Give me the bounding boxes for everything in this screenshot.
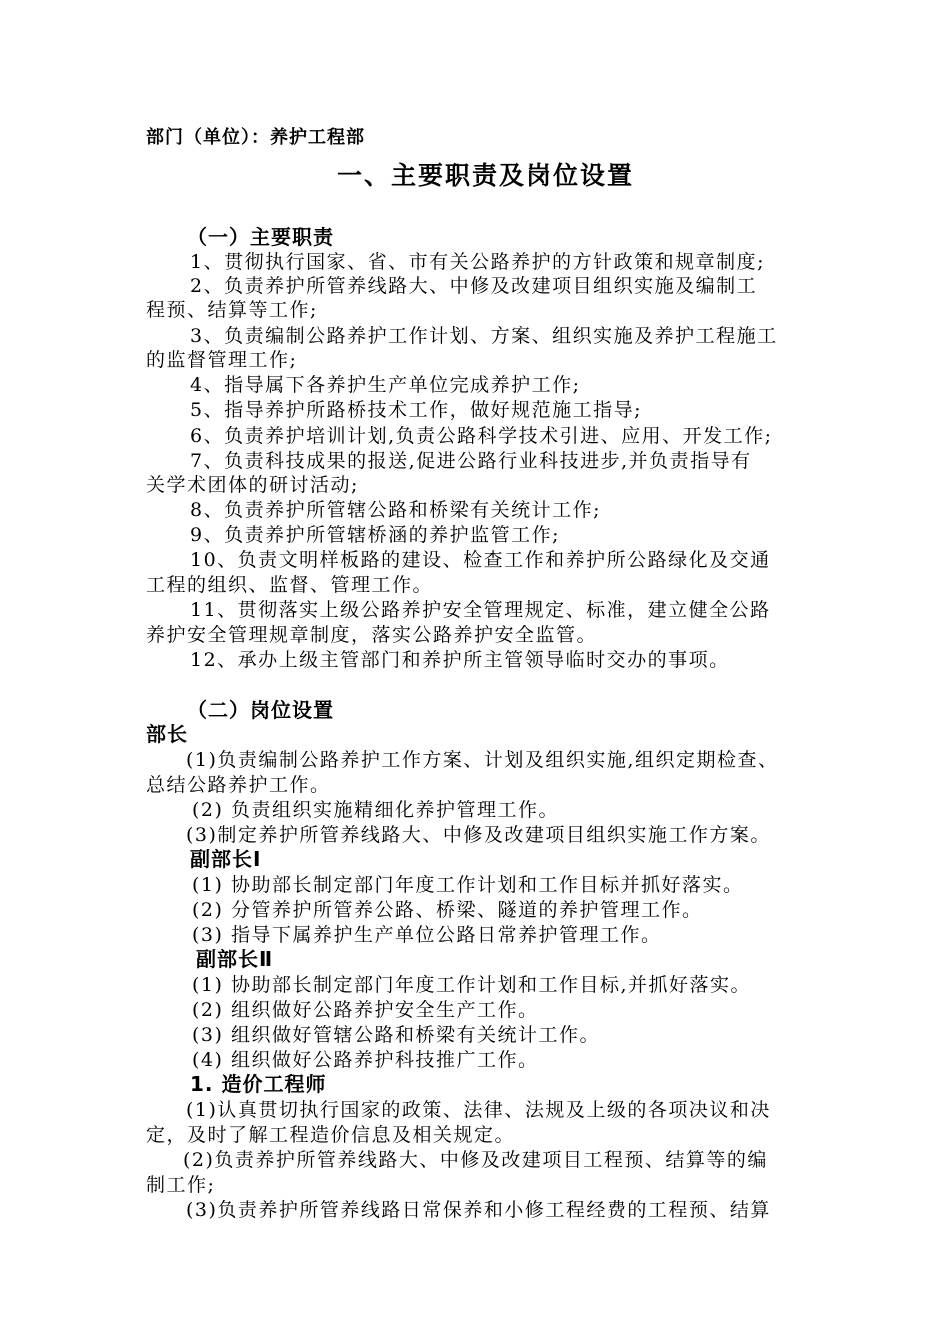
duty-line: 5、指导养护所路桥技术工作，做好规范施工指导; xyxy=(190,399,642,421)
duty-line: 3、负责编制公路养护工作计划、方案、组织实施及养护工程施工 xyxy=(190,325,778,347)
duty-line: 的监督管理工作; xyxy=(146,349,298,371)
duty-line: 1、贯彻执行国家、省、市有关公路养护的方针政策和规章制度; xyxy=(190,251,765,273)
section-heading-duties: （一）主要职责 xyxy=(187,225,334,249)
duty-line: 10、负责文明样板路的建设、检查工作和养护所公路绿化及交通 xyxy=(190,549,771,571)
position-title-deputy-1: 副部长Ⅰ xyxy=(190,847,262,871)
position-line: 定，及时了解工程造价信息及相关规定。 xyxy=(146,1124,516,1146)
position-line: (4) 组织做好公路养护科技推广工作。 xyxy=(192,1049,539,1071)
duty-line: 程预、结算等工作; xyxy=(146,299,318,321)
duty-line: 6、负责养护培训计划,负责公路科学技术引进、应用、开发工作; xyxy=(190,425,773,447)
position-line: (3) 组织做好管辖公路和桥梁有关统计工作。 xyxy=(192,1024,600,1046)
position-line: (2) 负责组织实施精细化养护管理工作。 xyxy=(192,799,559,821)
position-line: (3) 指导下属养护生产单位公路日常养护管理工作。 xyxy=(192,924,662,946)
duty-line: 11、贯彻落实上级公路养护安全管理规定、标准，建立健全公路 xyxy=(190,599,771,621)
position-title-minister: 部长 xyxy=(146,722,188,746)
position-line: (1) 协助部长制定部门年度工作计划和工作目标并抓好落实。 xyxy=(192,874,744,896)
duty-line: 关学术团体的研讨活动; xyxy=(146,474,359,496)
position-line: (3)负责养护所管养线路日常保养和小修工程经费的工程预、结算 xyxy=(186,1199,771,1221)
duty-line: 12、承办上级主管部门和养护所主管领导临时交办的事项。 xyxy=(190,649,730,671)
position-line: (1)负责编制公路养护工作方案、计划及组织实施,组织定期检查、 xyxy=(186,749,779,771)
section-heading-positions: （二）岗位设置 xyxy=(187,698,334,722)
position-line: (3)制定养护所管养线路大、中修及改建项目组织实施工作方案。 xyxy=(186,824,771,846)
duty-line: 工程的组织、监督、管理工作。 xyxy=(146,574,434,596)
position-line: 总结公路养护工作。 xyxy=(146,774,331,796)
duty-line: 2、负责养护所管养线路大、中修及改建项目组织实施及编制工 xyxy=(190,275,758,297)
position-line: (1) 协助部长制定部门年度工作计划和工作目标,并抓好落实。 xyxy=(192,974,751,996)
position-title-deputy-2: 副部长Ⅱ xyxy=(196,947,274,971)
duty-line: 7、负责科技成果的报送,促进公路行业科技进步,并负责指导有 xyxy=(190,450,752,472)
position-line: (2) 组织做好公路养护安全生产工作。 xyxy=(192,999,539,1021)
position-line: (2)负责养护所管养线路大、中修及改建项目工程预、结算等的编 xyxy=(183,1149,768,1171)
duty-line: 9、负责养护所管辖桥涵的养护监管工作; xyxy=(190,524,560,546)
position-line: (2) 分管养护所管养公路、桥梁、隧道的养护管理工作。 xyxy=(192,899,703,921)
main-title: 一、主要职责及岗位设置 xyxy=(337,161,635,190)
duty-line: 养护安全管理规章制度，落实公路养护安全监管。 xyxy=(146,624,598,646)
position-title-cost-engineer: 1. 造价工程师 xyxy=(190,1072,327,1096)
duty-line: 4、指导属下各养护生产单位完成养护工作; xyxy=(190,374,581,396)
position-line: (1)认真贯切执行国家的政策、法律、法规及上级的各项决议和决 xyxy=(186,1099,771,1121)
duty-line: 8、负责养护所管辖公路和桥梁有关统计工作; xyxy=(190,499,601,521)
position-line: 制工作; xyxy=(146,1174,216,1196)
department-line: 部门（单位）：养护工程部 xyxy=(146,127,365,148)
